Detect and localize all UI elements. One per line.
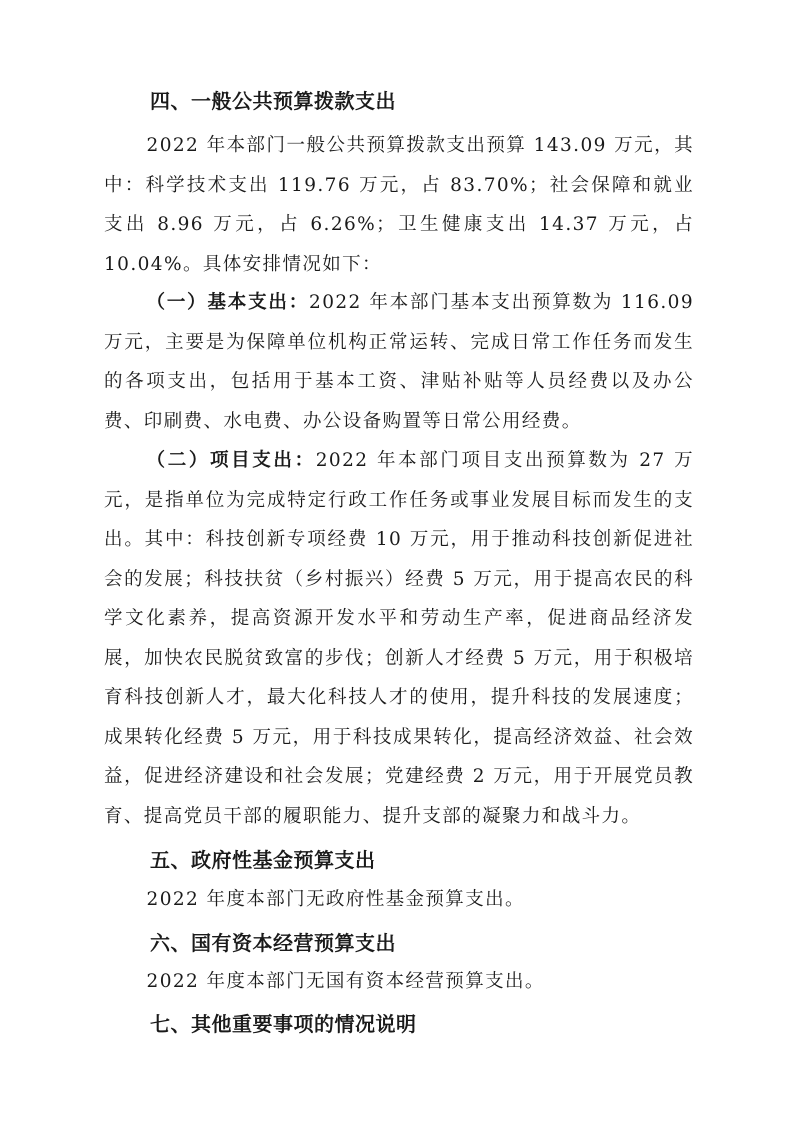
government-fund-paragraph: 2022 年度本部门无政府性基金预算支出。 (146, 889, 525, 910)
general-budget-paragraph: 2022 年本部门一般公共预算拨款支出预算 143.09 万元，其中：科学技术支出 119.76 万元，占 83.70%；社会保障和就业支出 8.96 万元，占 6.26%；卫生健康支出 14.37 万元，占 10.04%。具体安排情况如下： (104, 135, 694, 275)
section-heading-general-budget: 四、一般公共预算拨款支出 (150, 89, 396, 113)
basic-expenditure-paragraph (104, 283, 694, 441)
state-capital-paragraph: 2022 年度本部门无国有资本经营预算支出。 (146, 971, 545, 992)
basic-expenditure-label: （一）基本支出： (146, 292, 310, 313)
section-heading-other-matters: 七、其他重要事项的情况说明 (150, 1012, 417, 1036)
project-expenditure-label: （二）项目支出： (146, 450, 316, 471)
basic-expenditure-text: 2022 年本部门基本支出预算数为 116.09 万元，主要是为保障单位机构正常运转、完成日常工作任务而发生的各项支出，包括用于基本工资、津贴补贴等人员经费以及办公费、印刷费、水电费、办公设备购置等日常公用经费。 (104, 292, 694, 432)
section-heading-state-capital: 六、国有资本经营预算支出 (150, 931, 396, 955)
project-expenditure-text: 2022 年本部门项目支出预算数为 27 万元，是指单位为完成特定行政工作任务或事业发展目标而发生的支出。其中：科技创新专项经费 10 万元，用于推动科技创新促进社会的发展；科技扶贫（乡村振兴）经费 5 万元，用于提高农民的科学文化素养，提高资源开发水平和劳动生产率，促进商品经济发展，加快农民脱贫致富的步伐；创新人才经费 5 万元，用于积极培育科技创新人才，最大化科技人才的使用，提升科技的发展速度；成果转化经费 5 万元，用于科技成果转化，提高经济效益、社会效益，促进经济建设和社会发展；党建经费 2 万元，用于开展党员教育、提高党员干部的履职能力、提升支部的凝聚力和战斗力。 (104, 450, 694, 827)
project-expenditure-paragraph (104, 441, 694, 836)
section-heading-government-fund: 五、政府性基金预算支出 (150, 848, 376, 872)
